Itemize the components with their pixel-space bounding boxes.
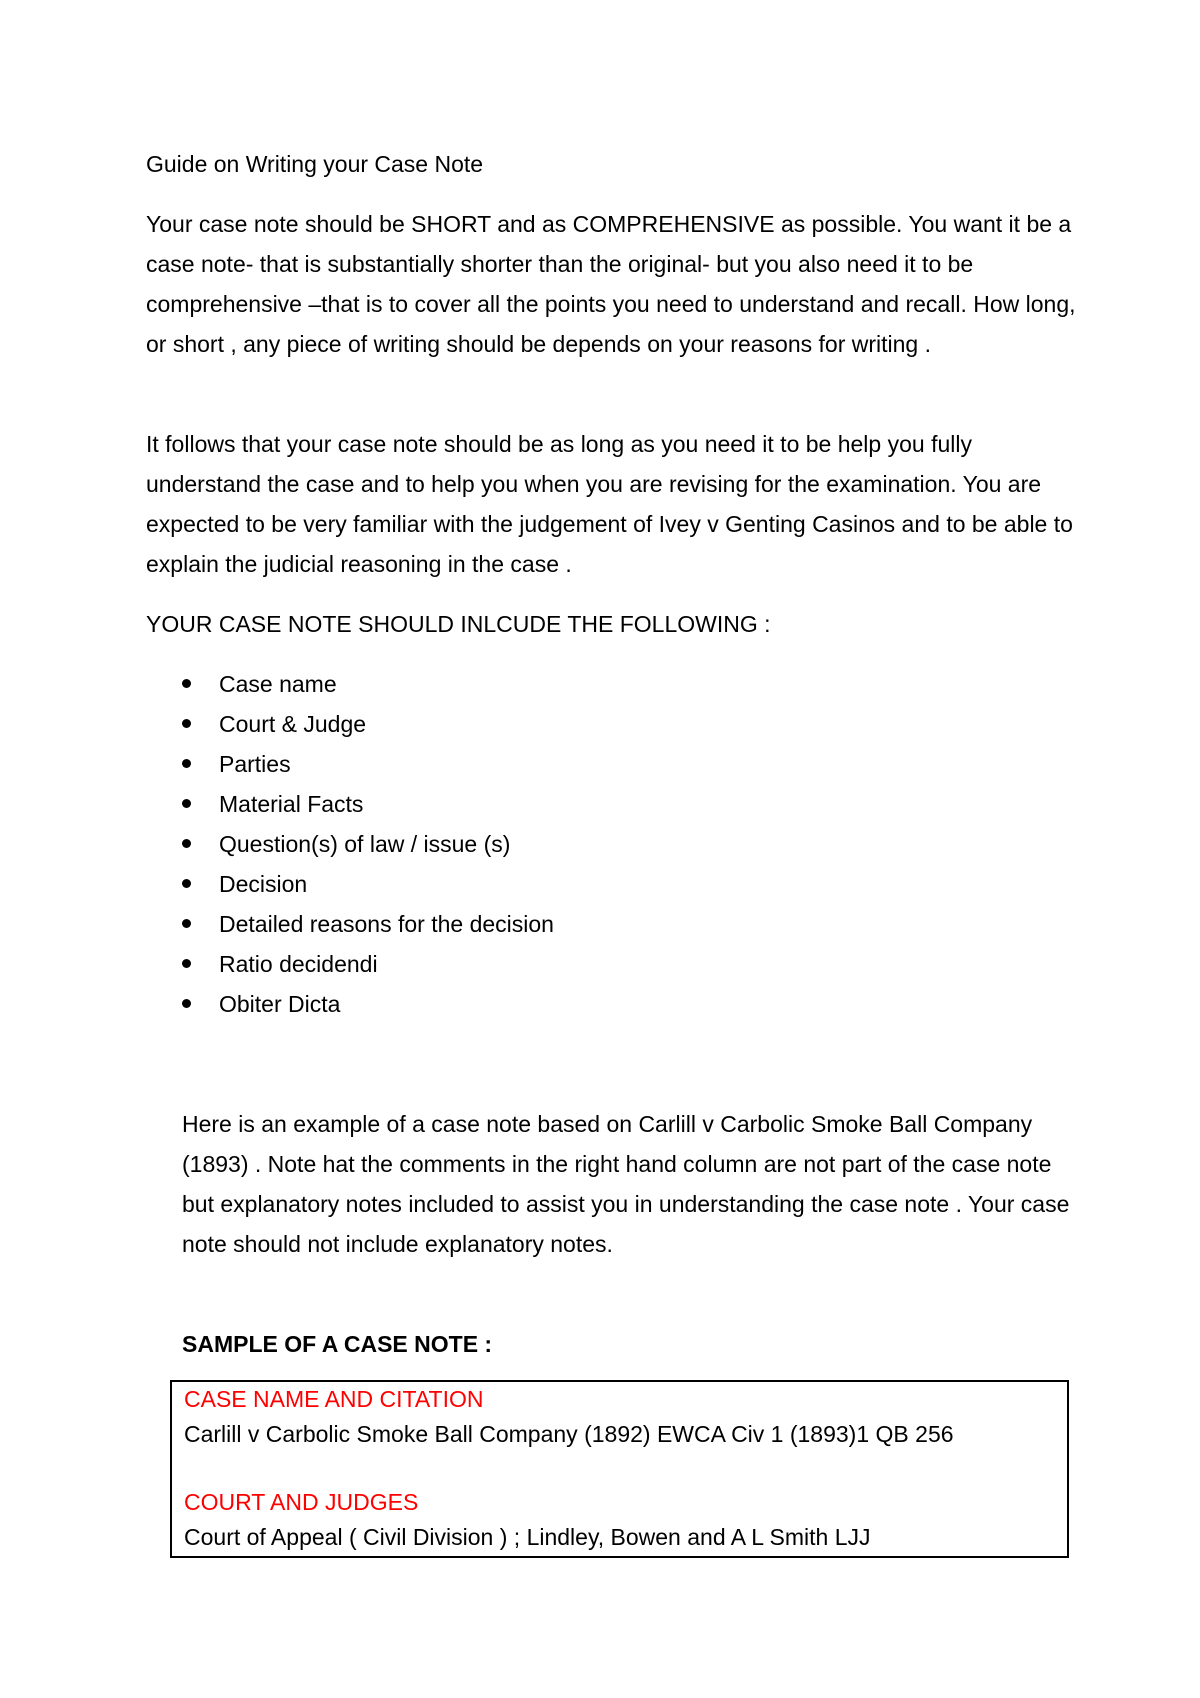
bullet-icon xyxy=(182,919,191,928)
box-spacer xyxy=(184,1452,1055,1485)
bullet-icon xyxy=(182,879,191,888)
bullet-icon xyxy=(182,719,191,728)
familiarity-paragraph: It follows that your case note should be as long as you need it to be help you fully understand the case and to help you when you are revising for the examination. You are expected to be very familiar with the judgement of Ivey v Genting Casinos and to be able to explain the judicial reasoning in the case . xyxy=(146,431,1073,577)
list-item-text: Material Facts xyxy=(219,791,364,817)
bullet-icon xyxy=(182,759,191,768)
list-item xyxy=(146,744,1046,784)
list-item-text: Decision xyxy=(219,871,308,897)
example-paragraph: Here is an example of a case note based on Carlill v Carbolic Smoke Ball Company (1893) . Note hat the comments in the right hand column are not part of the case note but explanatory notes included to assist you in understanding the case note . Your case note should not include explanatory notes. xyxy=(182,1111,1070,1257)
list-item xyxy=(146,944,1046,984)
list-item-text: Ratio decidendi xyxy=(219,951,378,977)
bullet-icon xyxy=(182,999,191,1008)
bullet-icon xyxy=(182,959,191,968)
document-title: Guide on Writing your Case Note xyxy=(146,151,484,177)
case-name-value: Carlill v Carbolic Smoke Ball Company (1892) EWCA Civ 1 (1893)1 QB 256 xyxy=(184,1421,954,1447)
list-item xyxy=(146,904,1046,944)
case-name-label: CASE NAME AND CITATION xyxy=(184,1386,484,1412)
list-item-text: Case name xyxy=(219,671,337,697)
bullet-icon xyxy=(182,839,191,848)
list-heading: YOUR CASE NOTE SHOULD INLCUDE THE FOLLOWING : xyxy=(146,611,771,637)
list-item xyxy=(146,704,1046,744)
intro-paragraph: Your case note should be SHORT and as COMPREHENSIVE as possible. You want it be a case note- that is substantially shorter than the original- but you also need it to be comprehensive –that is to cover all the points you need to understand and recall. How long, or short , any piece of writing should be depends on your reasons for writing . xyxy=(146,211,1076,357)
list-item-text: Court & Judge xyxy=(219,711,367,737)
list-item xyxy=(146,784,1046,824)
court-value: Court of Appeal ( Civil Division ) ; Lindley, Bowen and A L Smith LJJ xyxy=(184,1524,871,1550)
list-item-text: Question(s) of law / issue (s) xyxy=(219,831,511,857)
bullet-icon xyxy=(182,679,191,688)
list-item-text: Obiter Dicta xyxy=(219,991,341,1017)
requirements-list xyxy=(146,664,1046,1024)
bullet-icon xyxy=(182,799,191,808)
list-item xyxy=(146,864,1046,904)
list-item xyxy=(146,824,1046,864)
list-item xyxy=(146,664,1046,704)
list-item-text: Detailed reasons for the decision xyxy=(219,911,554,937)
list-item-text: Parties xyxy=(219,751,291,777)
list-item xyxy=(146,984,1046,1024)
sample-heading: SAMPLE OF A CASE NOTE : xyxy=(182,1331,493,1357)
court-label: COURT AND JUDGES xyxy=(184,1489,419,1515)
sample-case-note-box xyxy=(170,1380,1069,1558)
